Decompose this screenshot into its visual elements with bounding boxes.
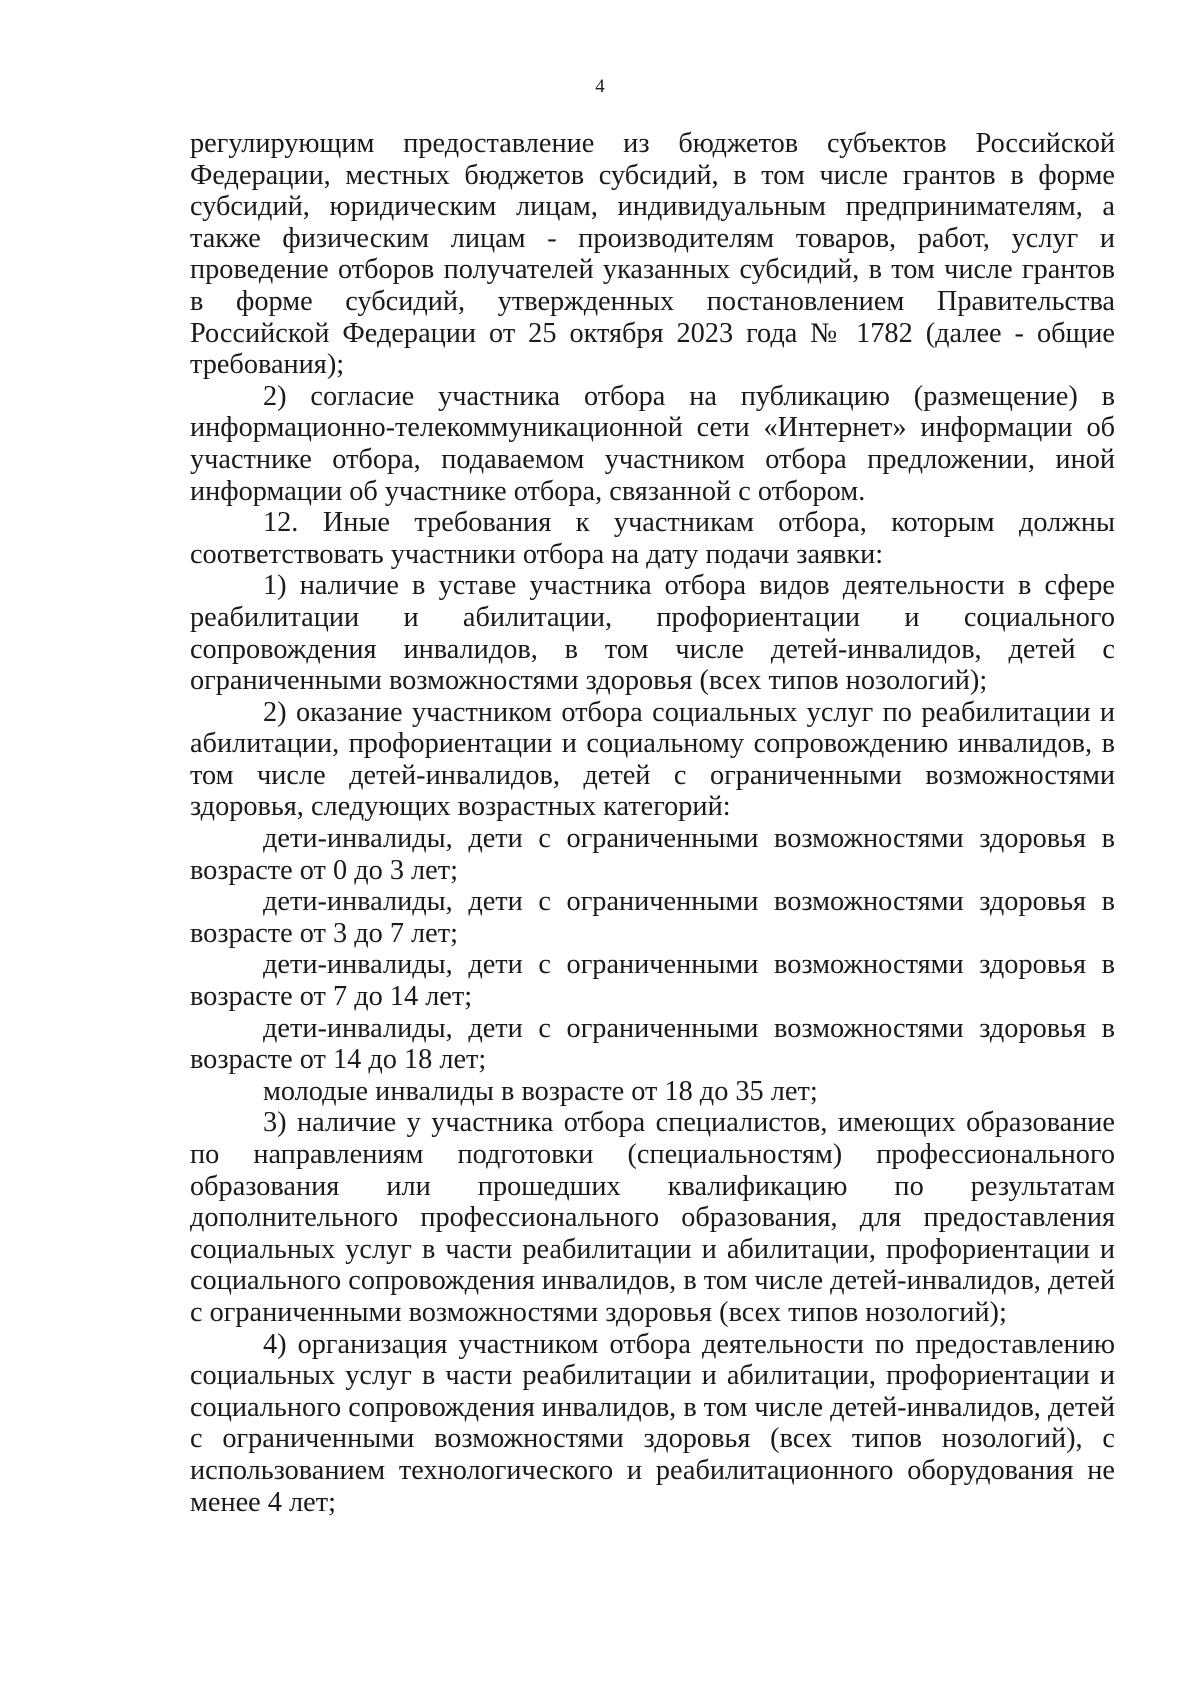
age-category-18-35: молодые инвалиды в возрасте от 18 до 35 лет; (263, 1075, 818, 1107)
age-category-14-18: дети-инвалиды, дети с ограниченными возможностями здоровья в возрасте от 14 до 18 лет; (190, 1012, 1115, 1076)
paragraph-item-4-activity: 4) организация участником отбора деятельности по предоставлению социальных услуг в части реабилитации и абилитации, профориентации и социального сопровождения инвалидов, в том числе детей-инвалидов, детей с ограниченными возможностями здоровья (всех типов нозологий), с использованием технологического и реабилитационного оборудования не менее 4 лет; (190, 1328, 1115, 1518)
document-body (190, 128, 1115, 1518)
paragraph-item-2-services: 2) оказание участником отбора социальных услуг по реабилитации и абилитации, профориентации и социальному сопровождению инвалидов, в том числе детей-инвалидов, детей с ограниченными возможностями здоровья, следующих возрастных категорий: (190, 696, 1115, 823)
paragraph-item-3-specialists: 3) наличие у участника отбора специалистов, имеющих образование по направлениям подготовки (специальностям) профессионального образования или прошедших квалификацию по результатам дополнительного профессионального образования, для предоставления социальных услуг в части реабилитации и абилитации, профориентации и социального сопровождения инвалидов, в том числе детей-инвалидов, детей с ограниченными возможностями здоровья (всех типов нозологий); (190, 1107, 1115, 1328)
page-number: 4 (595, 76, 605, 97)
age-category-0-3: дети-инвалиды, дети с ограниченными возможностями здоровья в возрасте от 0 до 3 лет; (190, 823, 1115, 886)
paragraph-section-12: 12. Иные требования к участникам отбора, которым должны соответствовать участники отбора на дату подачи заявки: (190, 507, 1115, 570)
paragraph-continuation: регулирующим предоставление из бюджетов субъектов Российской Федерации, местных бюджетов субсидий, в том числе грантов в форме субсидий, юридическим лицам, индивидуальным предпринимателям, а также физическим лицам - производителям товаров, работ, услуг и проведение отборов получателей указанных субсидий, в том числе грантов в форме субсидий, утвержденных постановлением Правительства Российской Федерации от 25 октября 2023 года № 1782 (далее - общие требования); (190, 128, 1115, 381)
age-category-7-14: дети-инвалиды, дети с ограниченными возможностями здоровья в возрасте от 7 до 14 лет; (190, 949, 1115, 1013)
age-category-3-7: дети-инвалиды, дети с ограниченными возможностями здоровья в возрасте от 3 до 7 лет; (190, 886, 1115, 949)
paragraph-item-2-consent: 2) согласие участника отбора на публикацию (размещение) в информационно-телекоммуникационной сети «Интернет» информации об участнике отбора, подаваемом участником отбора предложении, иной информации об участнике отбора, связанной с отбором. (190, 380, 1115, 507)
paragraph-item-1-charter: 1) наличие в уставе участника отбора видов деятельности в сфере реабилитации и абилитации, профориентации и социального сопровождения инвалидов, в том числе детей-инвалидов, детей с ограниченными возможностями здоровья (всех типов нозологий); (190, 570, 1115, 697)
